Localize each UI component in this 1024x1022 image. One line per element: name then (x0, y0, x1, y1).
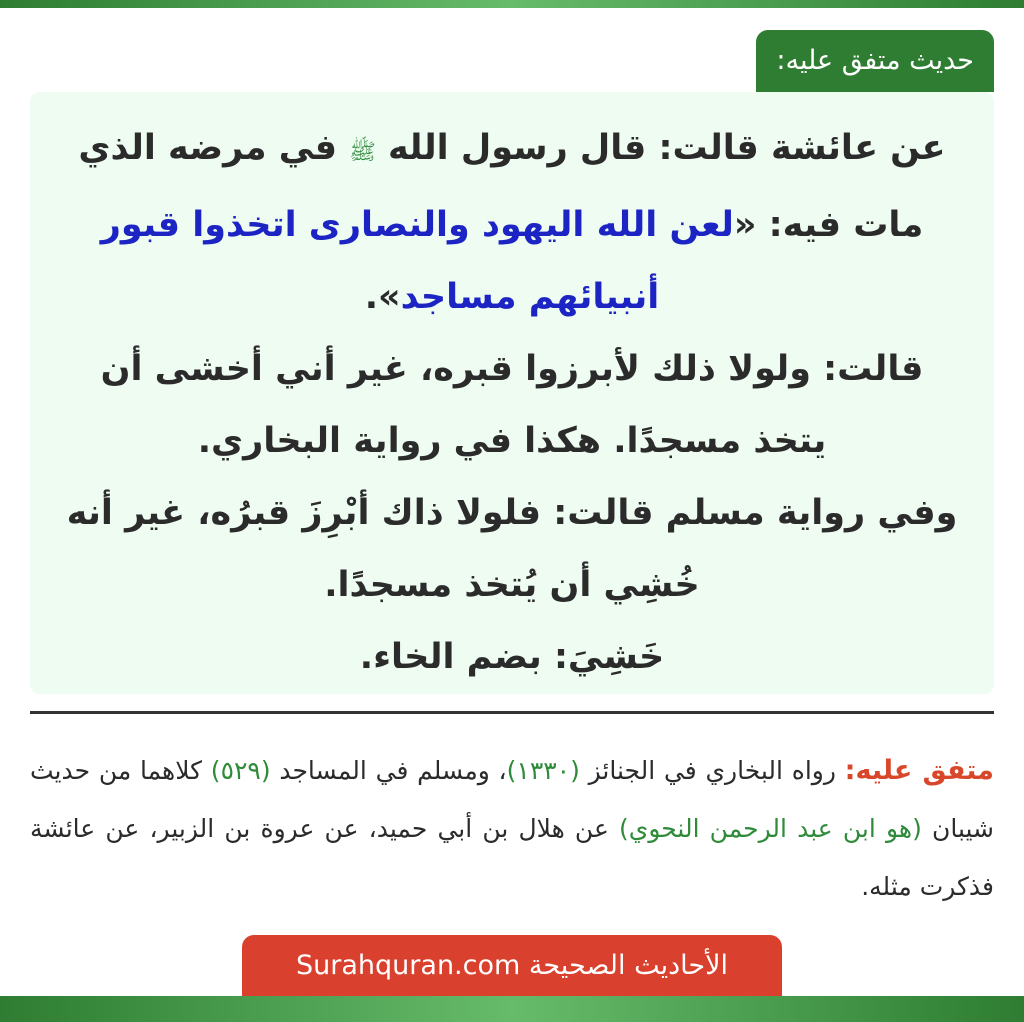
takhrij-paragraph (30, 742, 994, 916)
hadith-paragraph-2: قالت: ولولا ذلك لأبرزوا قبره، غير أني أخشى أن يتخذ مسجدًا. هكذا في رواية البخاري. (100, 349, 924, 461)
top-border-bar (0, 0, 1024, 8)
takhrij-number-1: (١٣٣٠) (506, 756, 580, 785)
takhrij-text-1: رواه البخاري في الجنائز (579, 756, 845, 785)
hadith-quote: لعن الله اليهود والنصارى اتخذوا قبور أنبيائهم مساجد (100, 205, 734, 317)
takhrij-text-3: كلاهما من حديث شيبان (30, 756, 994, 843)
takhrij-text-2: ، ومسلم في المساجد (270, 756, 507, 785)
divider (30, 711, 994, 714)
hadith-paragraph-1 (62, 112, 962, 333)
takhrij-label: متفق عليه: (844, 755, 995, 786)
bottom-border-bar (0, 996, 1024, 1022)
salutation-icon: ﷺ (349, 140, 376, 165)
hadith-paragraph-3: وفي رواية مسلم قالت: فلولا ذاك أبْرِزَ قبرُه، غير أنه خُشِي أن يُتخذ مسجدًا. (66, 493, 958, 605)
hadith-type-tag: حديث متفق عليه: (756, 30, 994, 92)
hadith-text-box (30, 92, 994, 694)
hadith-quote-end: ». (364, 277, 401, 317)
takhrij-text-4: عن هلال بن أبي حميد، عن عروة بن الزبير، عن عائشة فذكرت مثله. (30, 814, 994, 901)
hadith-intro: عن عائشة قالت: قال رسول الله (388, 128, 946, 168)
site-badge: الأحاديث الصحيحة Surahquran.com (242, 935, 782, 996)
hadith-intro-end: في مرضه الذي مات فيه: « (78, 128, 924, 245)
hadith-paragraph-4: خَشِيَ: بضم الخاء. (359, 637, 665, 677)
takhrij-note: (هو ابن عبد الرحمن النحوي) (619, 814, 922, 843)
takhrij-number-2: (٥٢٩) (210, 756, 271, 785)
